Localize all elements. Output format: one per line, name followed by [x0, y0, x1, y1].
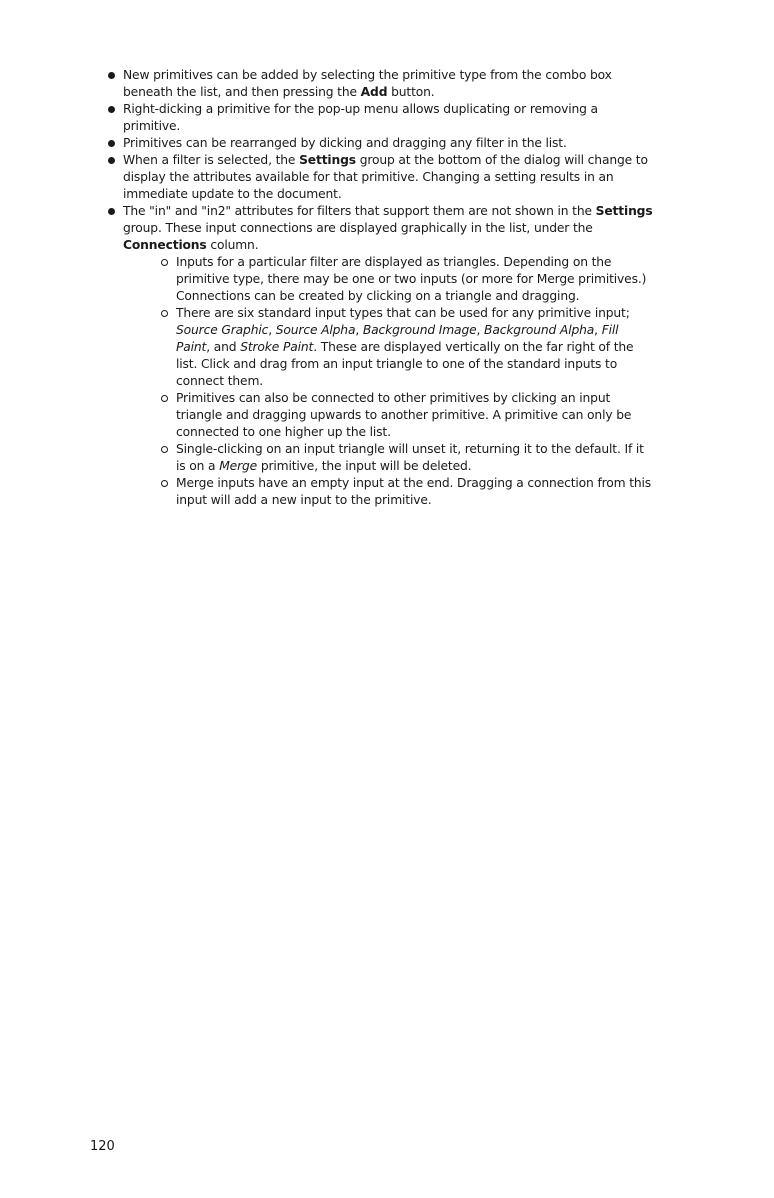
list-item: [105, 203, 653, 509]
text-run: Primitives can also be connected to other primitives by clicking an input triangle and dragging upwards to another primitive. A primitive can only be connected to one higher up the list.: [176, 391, 632, 439]
text-run: . These are displayed vertically on the far right of the list. Click and drag from an input triangle to one of the standard inputs to connect them.: [176, 340, 634, 388]
text-run: column.: [206, 238, 259, 252]
text-run: ,: [594, 323, 602, 337]
list-item-text: [123, 68, 612, 99]
text-run: Inputs for a particular filter are displayed as triangles. Depending on the primitive type, there may be one or two inputs (or more for Merge primitives.) Connections can be created by clicking on a triangle and dragging.: [176, 255, 647, 303]
text-run: ,: [476, 323, 485, 337]
list-item: [105, 101, 653, 135]
italic-term: Merge: [219, 459, 258, 473]
sub-list-item: [141, 305, 653, 390]
italic-term: Source Alpha: [275, 323, 356, 337]
text-run: There are six standard input types that can be used for any primitive input;: [176, 306, 630, 320]
bold-term: Settings: [299, 153, 356, 167]
text-run: , and: [206, 340, 241, 354]
hollow-bullet-icon: [161, 395, 168, 402]
text-run: Single-clicking on an input triangle will unset it, returning it to the default. If it is on a: [176, 442, 644, 473]
sub-list-item-text: [176, 442, 644, 473]
text-run: ,: [268, 323, 276, 337]
bullet-icon: [108, 72, 115, 79]
list-item-text: [123, 153, 648, 201]
text-run: button.: [387, 85, 435, 99]
italic-term: Source Graphic: [176, 323, 269, 337]
italic-term: Fill Paint: [176, 323, 619, 354]
sub-list-item-text: [176, 476, 651, 507]
sub-bullet-list: [123, 254, 653, 509]
sub-list-item: [141, 441, 653, 475]
sub-list-item: [141, 475, 653, 509]
text-run: ,: [355, 323, 363, 337]
sub-list-item-text: [176, 306, 633, 388]
text-run: group at the bottom of the dialog will change to display the attributes available for that primitive. Changing a setting results in an immediate update to the document.: [123, 153, 648, 201]
list-item-text: [123, 102, 598, 133]
hollow-bullet-icon: [161, 310, 168, 317]
bold-term: Connections: [123, 238, 207, 252]
text-run: When a filter is selected, the: [123, 153, 300, 167]
bold-term: Settings: [595, 204, 653, 218]
sub-list-item-text: [176, 391, 631, 439]
hollow-bullet-icon: [161, 259, 168, 266]
bullet-icon: [108, 157, 115, 164]
list-item-text: [123, 204, 653, 252]
bold-term: Add: [360, 85, 388, 99]
text-run: primitive, the input will be deleted.: [257, 459, 472, 473]
list-item: [105, 67, 653, 101]
text-run: The "in" and "in2" attributes for filters that support them are not shown in the: [123, 204, 596, 218]
list-item: [105, 135, 653, 152]
text-run: group. These input connections are displayed graphically in the list, under the: [123, 221, 593, 235]
page-number: 120: [90, 1139, 115, 1154]
italic-term: Background Image: [362, 323, 477, 337]
italic-term: Background Alpha: [484, 323, 595, 337]
bullet-icon: [108, 208, 115, 215]
body-text: [105, 67, 653, 509]
bullet-icon: [108, 140, 115, 147]
text-run: Primitives can be rearranged by dicking and dragging any filter in the list.: [123, 136, 567, 150]
text-run: Right-dicking a primitive for the pop-up menu allows duplicating or removing a primitive.: [123, 102, 598, 133]
list-item-text: [123, 136, 567, 150]
sub-list-item: [141, 390, 653, 441]
sub-list-item-text: [176, 255, 646, 303]
bullet-icon: [108, 106, 115, 113]
hollow-bullet-icon: [161, 446, 168, 453]
hollow-bullet-icon: [161, 480, 168, 487]
bullet-list: [105, 67, 653, 509]
list-item: [105, 152, 653, 203]
text-run: New primitives can be added by selecting the primitive type from the combo box beneath the list, and then pressing the: [123, 68, 612, 99]
italic-term: Stroke Paint: [240, 340, 314, 354]
text-run: Merge inputs have an empty input at the end. Dragging a connection from this input will add a new input to the primitive.: [176, 476, 652, 507]
sub-list-item: [141, 254, 653, 305]
